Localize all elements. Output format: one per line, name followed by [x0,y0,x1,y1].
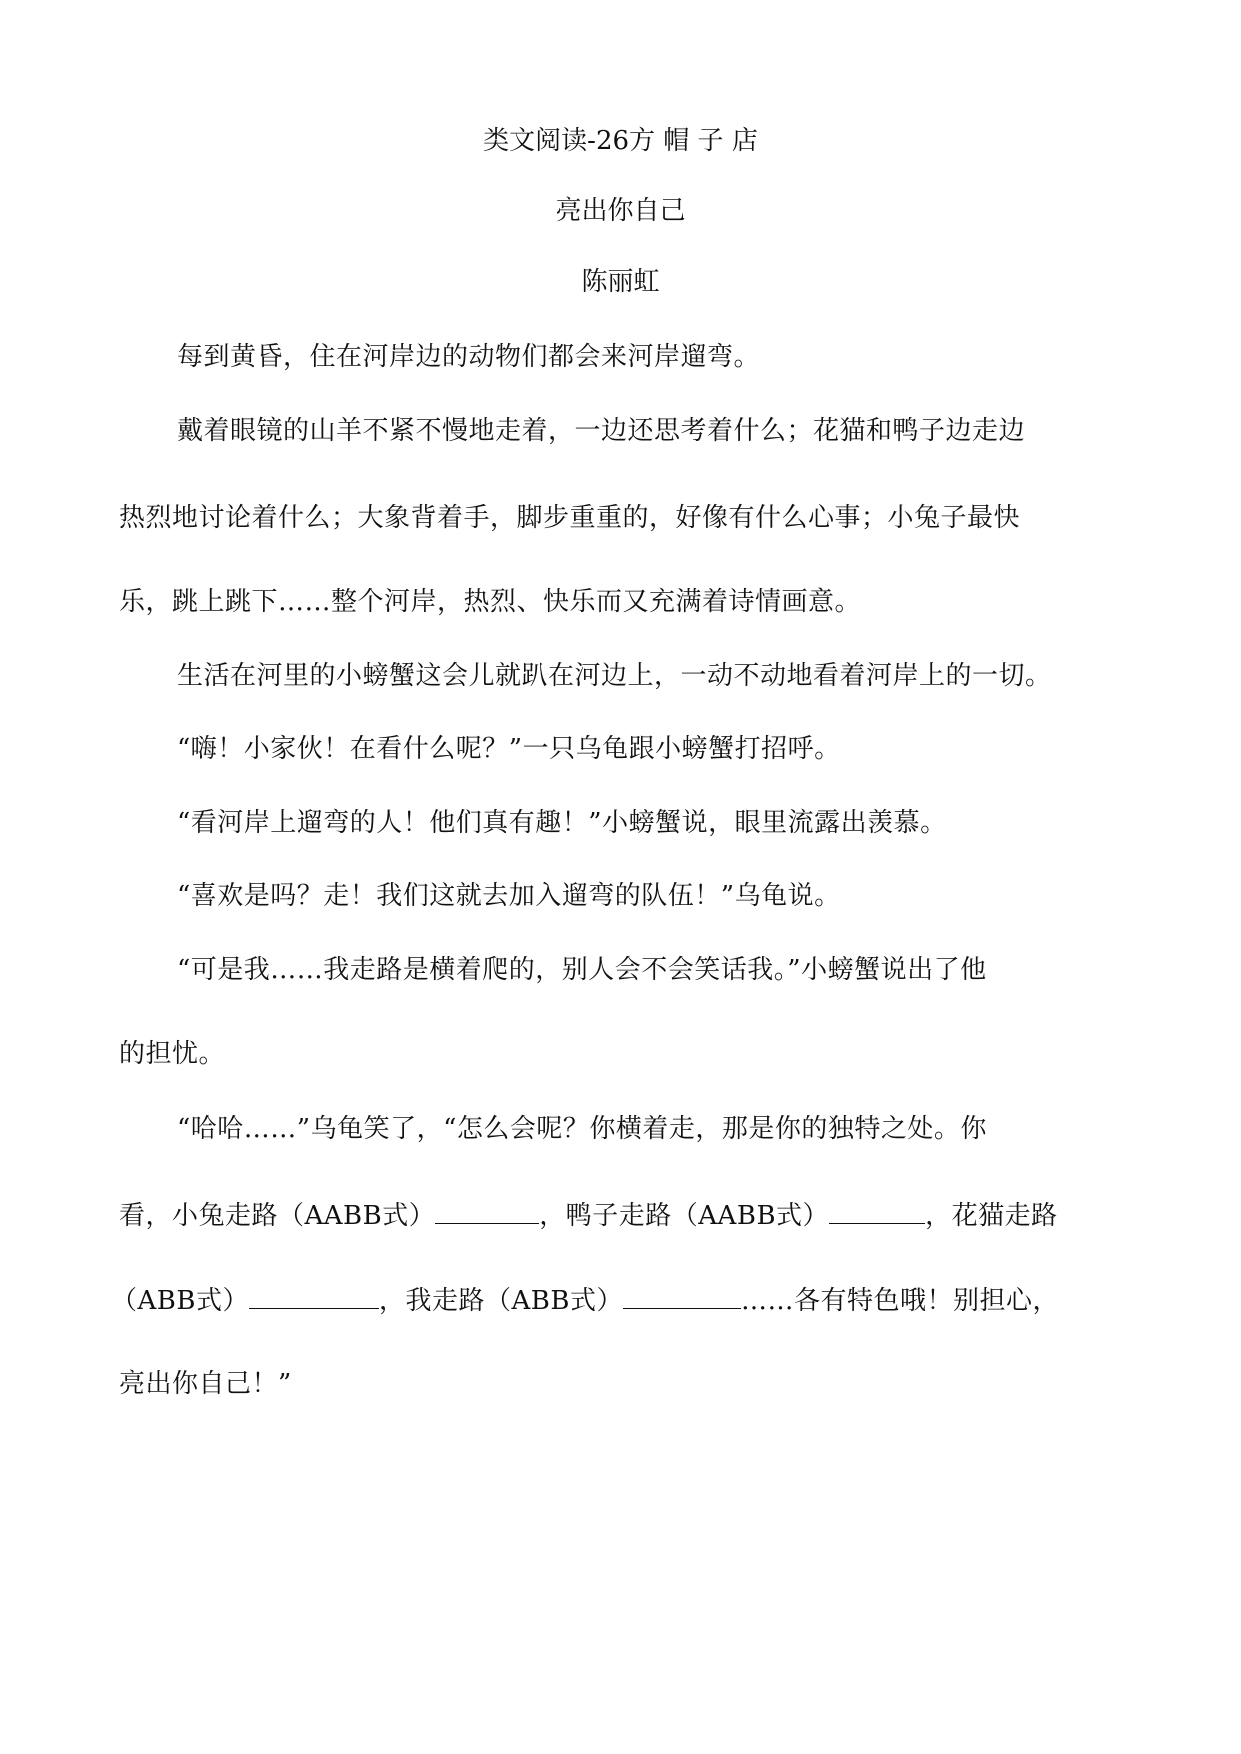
paragraph-line: 生活在河里的小螃蟹这会儿就趴在河边上，一动不动地看着河岸上的一切。 [177,661,1052,691]
paragraph-line: 的担忧。 [119,1039,226,1069]
paragraph-line: 戴着眼镜的山羊不紧不慢地走着，一边还思考着什么；花猫和鸭子边走边 [177,416,1026,446]
paragraph-line: “看河岸上遛弯的人！他们真有趣！”小螃蟹说，眼里流露出羡慕。 [177,808,947,838]
document-title: 类文阅读-26方 帽 子 店 [483,126,758,156]
paragraph-line: 亮出你自己！” [119,1369,292,1399]
fill-in-line [111,1282,1059,1318]
answer-blank-duck[interactable] [829,1197,925,1224]
text-segment: ，鸭子走路（AABB式） [539,1201,830,1231]
answer-blank-turtle[interactable] [623,1282,741,1309]
paragraph-line: “可是我……我走路是横着爬的，别人会不会笑话我。”小螃蟹说出了他 [177,955,987,985]
paragraph-line: “嗨！小家伙！在看什么呢？”一只乌龟跟小螃蟹打招呼。 [177,734,841,764]
text-segment: （ABB式） [111,1286,249,1316]
text-segment: ，花猫走路 [925,1201,1058,1231]
paragraph-line: 热烈地讨论着什么；大象背着手，脚步重重的，好像有什么心事；小兔子最快 [119,503,1021,533]
text-segment: 看，小兔走路（AABB式） [119,1201,436,1231]
author: 陈丽虹 [581,267,660,297]
answer-blank-cat[interactable] [249,1282,379,1309]
text-segment: ，我走路（ABB式） [379,1286,623,1316]
paragraph-line: “喜欢是吗？走！我们这就去加入遛弯的队伍！”乌龟说。 [177,881,841,911]
paragraph-line: 乐，跳上跳下……整个河岸，热烈、快乐而又充满着诗情画意。 [119,587,862,617]
text-segment: ……各有特色哦！别担心， [741,1286,1060,1316]
paragraph-line: 每到黄昏，住在河岸边的动物们都会来河岸遛弯。 [177,342,761,372]
story-title: 亮出你自己 [555,196,686,226]
fill-in-line [119,1197,1058,1233]
paragraph-line: “哈哈……”乌龟笑了，“怎么会呢？你横着走，那是你的独特之处。你 [177,1114,987,1144]
answer-blank-rabbit[interactable] [435,1197,539,1224]
